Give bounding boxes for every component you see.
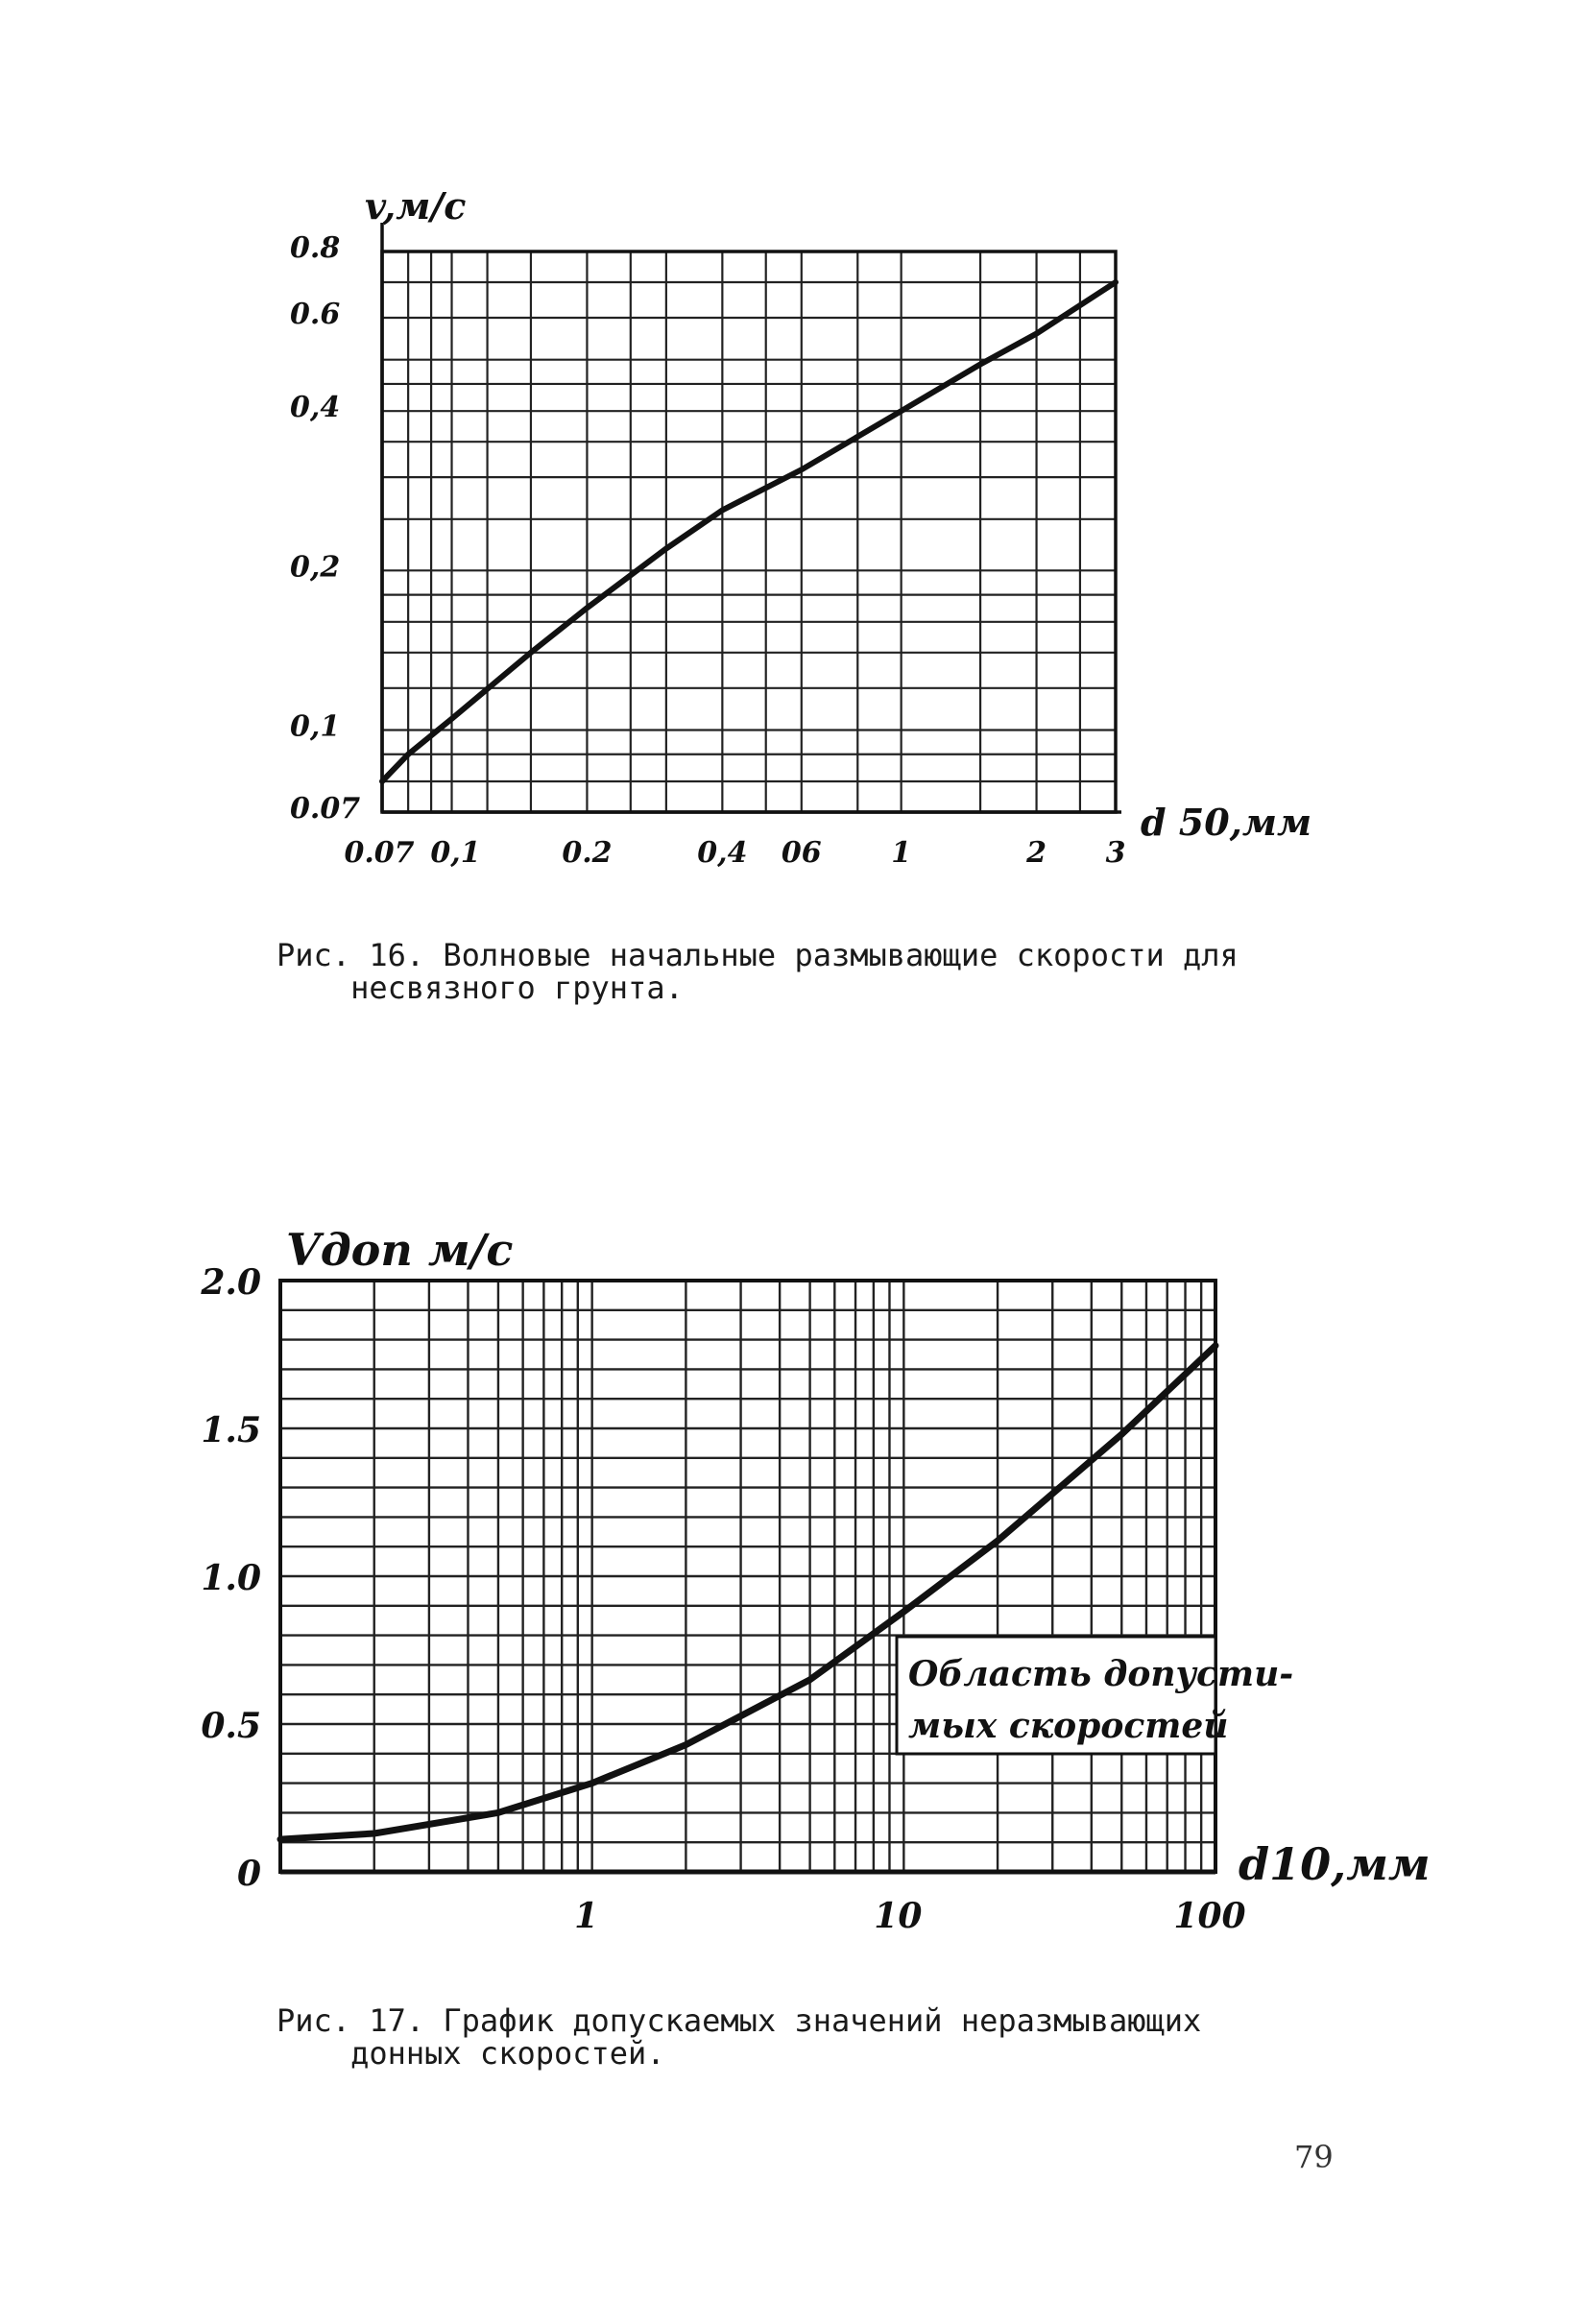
chart1-x-tick-3: 0,4	[697, 836, 748, 870]
chart1-y-axis-label: v,м/с	[365, 184, 467, 228]
chart2-y-tick-3: 1.5	[201, 1410, 261, 1450]
chart1-x-tick-2: 0.2	[562, 836, 613, 870]
chart1-y-tick-3: 0,4	[290, 391, 341, 425]
chart2-annotation-line-2: мых скоростей	[908, 1706, 1229, 1746]
chart2-y-axis-label: Vдоп м/с	[286, 1224, 514, 1276]
chart1-y-tick-4: 0.6	[290, 297, 341, 331]
chart2-x-tick-2: 100	[1173, 1896, 1246, 1936]
chart2-x-tick-labels	[574, 1896, 1245, 1936]
chart2-x-tick-0: 1	[574, 1896, 599, 1936]
chart1-x-axis-label: d 50,мм	[1141, 801, 1312, 844]
chart2-x-axis-label: d10,мм	[1239, 1838, 1431, 1890]
chart1-x-tick-6: 2	[1026, 836, 1047, 870]
chart1-x-tick-4: 06	[781, 836, 822, 870]
chart1-x-tick-0: 0.07	[344, 836, 415, 870]
chart2-y-tick-1: 0.5	[201, 1706, 261, 1746]
chart1-x-tick-7: 3	[1105, 836, 1126, 870]
chart1-y-tick-0: 0.07	[290, 792, 361, 826]
chart2-y-tick-2: 1.0	[201, 1558, 261, 1598]
chart2-grid	[280, 1281, 1215, 1872]
page-number: 79	[1294, 2139, 1334, 2175]
chart2-x-tick-1: 10	[874, 1896, 923, 1936]
figure-16-caption: Рис. 16. Волновые начальные размывающие скорости для несвязного грунта.	[277, 937, 1239, 1006]
chart2-y-tick-4: 2.0	[201, 1262, 261, 1303]
chart1-y-tick-5: 0.8	[290, 231, 341, 265]
chart1-y-tick-2: 0,2	[290, 550, 341, 585]
chart1-y-tick-1: 0,1	[290, 709, 341, 744]
chart2-y-tick-0: 0	[236, 1854, 261, 1894]
chart1-x-tick-5: 1	[891, 836, 912, 870]
chart2-annotation-box	[897, 1637, 1293, 1754]
chart2-annotation-line-1: Область допусти-	[908, 1654, 1294, 1694]
chart2-y-tick-labels	[200, 1262, 261, 1894]
figure-17-caption: Рис. 17. График допускаемых значений неразмывающих донных скоростей.	[277, 2002, 1202, 2072]
chart1-x-tick-1: 0,1	[430, 836, 481, 870]
chart2-series-line	[280, 1346, 1215, 1839]
